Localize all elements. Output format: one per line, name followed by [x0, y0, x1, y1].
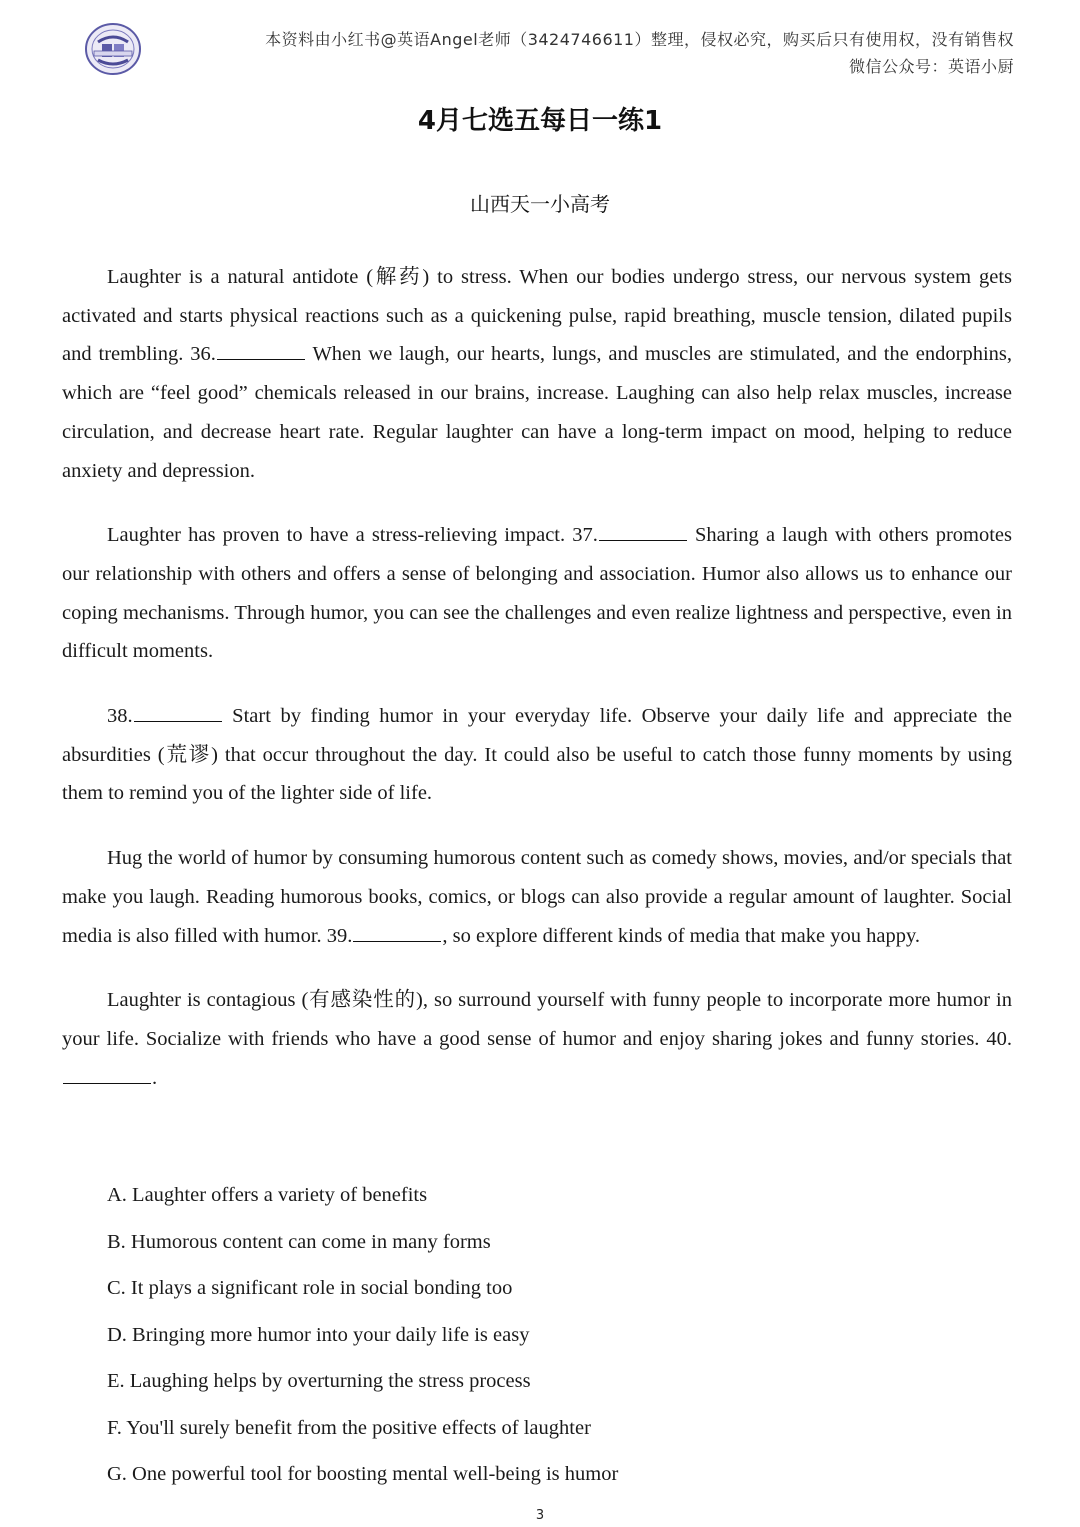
paragraph-text: .: [152, 1066, 158, 1089]
paragraph-1: [62, 258, 1012, 490]
page-subtitle: 山西天一小高考: [470, 192, 610, 216]
option-b: B. Humorous content can come in many forms: [107, 1230, 491, 1253]
option-e: E. Laughing helps by overturning the stress process: [107, 1370, 531, 1392]
copyright-notice: 本资料由小红书@英语Angel老师（3424746611）整理，侵权必究，购买后只有使用权，没有销售权: [265, 30, 1014, 49]
paragraph-text: Hug the world of humor by consuming humorous content such as comedy shows, movies, and/or specials that make you laugh. Reading humorous books, comics, or blogs can also provide a regular amount of laughter. Social media is also filled with humor. 39.: [62, 847, 1012, 947]
wechat-account: 微信公众号：英语小厨: [848, 57, 1014, 76]
paragraph-5: [62, 981, 1012, 1097]
option-c: C. It plays a significant role in social bonding too: [107, 1277, 513, 1299]
paragraph-text: 38.: [107, 705, 133, 728]
answer-blank-37: [599, 522, 687, 541]
paragraph-2: [62, 516, 1012, 671]
paragraph-4: [62, 839, 1012, 955]
paragraph-text: When we laugh, our hearts, lungs, and muscles are stimulated, and the endorphins, which are “feel good” chemicals released in our brains, increase. Laughing can also help relax muscles, increase circulation, and decrease heart rate. Regular laughter can have a long-term impact on mood, helping to reduce anxiety and depression.: [62, 343, 1012, 482]
option-g: G. One powerful tool for boosting mental well-being is humor: [107, 1463, 619, 1485]
book-seal-logo-icon: [84, 22, 142, 76]
page-title: 4月七选五每日一练1: [417, 106, 663, 136]
paragraph-text: Laughter is contagious (有感染性的), so surround yourself with funny people to incorporate more humor in your life. Socialize with friends who have a good sense of humor and enjoy sharing jokes and funny stories. 40.: [62, 989, 1012, 1050]
answer-blank-39: [353, 923, 441, 942]
answer-blank-40: [63, 1065, 151, 1084]
paragraph-text: Start by finding humor in your everyday life. Observe your daily life and appreciate the absurdities (荒谬) that occur throughout the day. It could also be useful to catch those funny moments by using them to remind you of the lighter side of life.: [62, 705, 1012, 805]
answer-options: [107, 1172, 1007, 1498]
article-body: [62, 258, 1012, 1123]
answer-blank-38: [134, 703, 222, 722]
option-a: A. Laughter offers a variety of benefits: [107, 1184, 428, 1206]
answer-blank-36: [217, 341, 305, 360]
page-number: 3: [535, 1508, 545, 1523]
option-f: F. You'll surely benefit from the positive effects of laughter: [107, 1416, 591, 1439]
paragraph-3: [62, 697, 1012, 813]
option-d: D. Bringing more humor into your daily life is easy: [107, 1323, 530, 1346]
paragraph-text: Laughter has proven to have a stress-relieving impact. 37.: [107, 524, 598, 547]
paragraph-text: Sharing a laugh with others promotes our relationship with others and offers a sense of belonging and association. Humor also allows us to enhance our coping mechanisms. Through humor, you can see the challenges and even realize lightness and perspective, even in difficult moments.: [62, 524, 1012, 663]
page-header: [0, 0, 1080, 90]
paragraph-text: , so explore different kinds of media that make you happy.: [442, 924, 921, 947]
paragraph-text: Laughter is a natural antidote (解药) to stress. When our bodies undergo stress, our nervous system gets activated and starts physical reactions such as a quickening pulse, rapid breathing, muscle tension, dilated pupils and trembling. 36.: [62, 266, 1012, 366]
